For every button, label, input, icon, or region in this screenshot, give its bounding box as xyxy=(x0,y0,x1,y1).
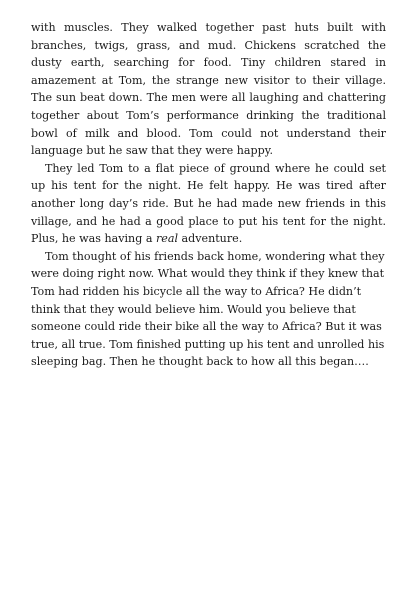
paragraph-2-emphasis: real xyxy=(155,232,178,246)
paragraph-2 xyxy=(31,160,386,248)
paragraph-1: with muscles. They walked together past huts built with branches, twigs, grass, and mud. Chickens scratched the dusty earth, searching for food. Tiny children stared in amazement at Tom, the strange new visitor to their village. The sun beat down. The men were all laughing and chattering together about Tom’s performance drinking the traditional bowl of milk and blood. Tom could not understand their language but he saw that they were happy. xyxy=(31,21,386,158)
paragraph-2-text-before: They led Tom to a flat piece of ground where he could set up his tent for the night. He felt happy. He was tired after another long day’s ride. But he had made new friends in this village, and he had a good place to put his tent for the night. Plus, he was having a xyxy=(31,161,386,246)
paragraph-2-text-after: adventure. xyxy=(178,232,243,246)
body-text xyxy=(31,19,386,371)
paragraph-3: Tom thought of his friends back home, wondering what they were doing right now. What would they think if they knew that Tom had ridden his bicycle all the way to Africa? He didn’t think that they would believe him. Would you believe that someone could ride their bike all the way to Africa? But it was true, all true. Tom finished putting up his tent and unrolled his sleeping bag. Then he thought back to how all this began…. xyxy=(31,249,385,369)
